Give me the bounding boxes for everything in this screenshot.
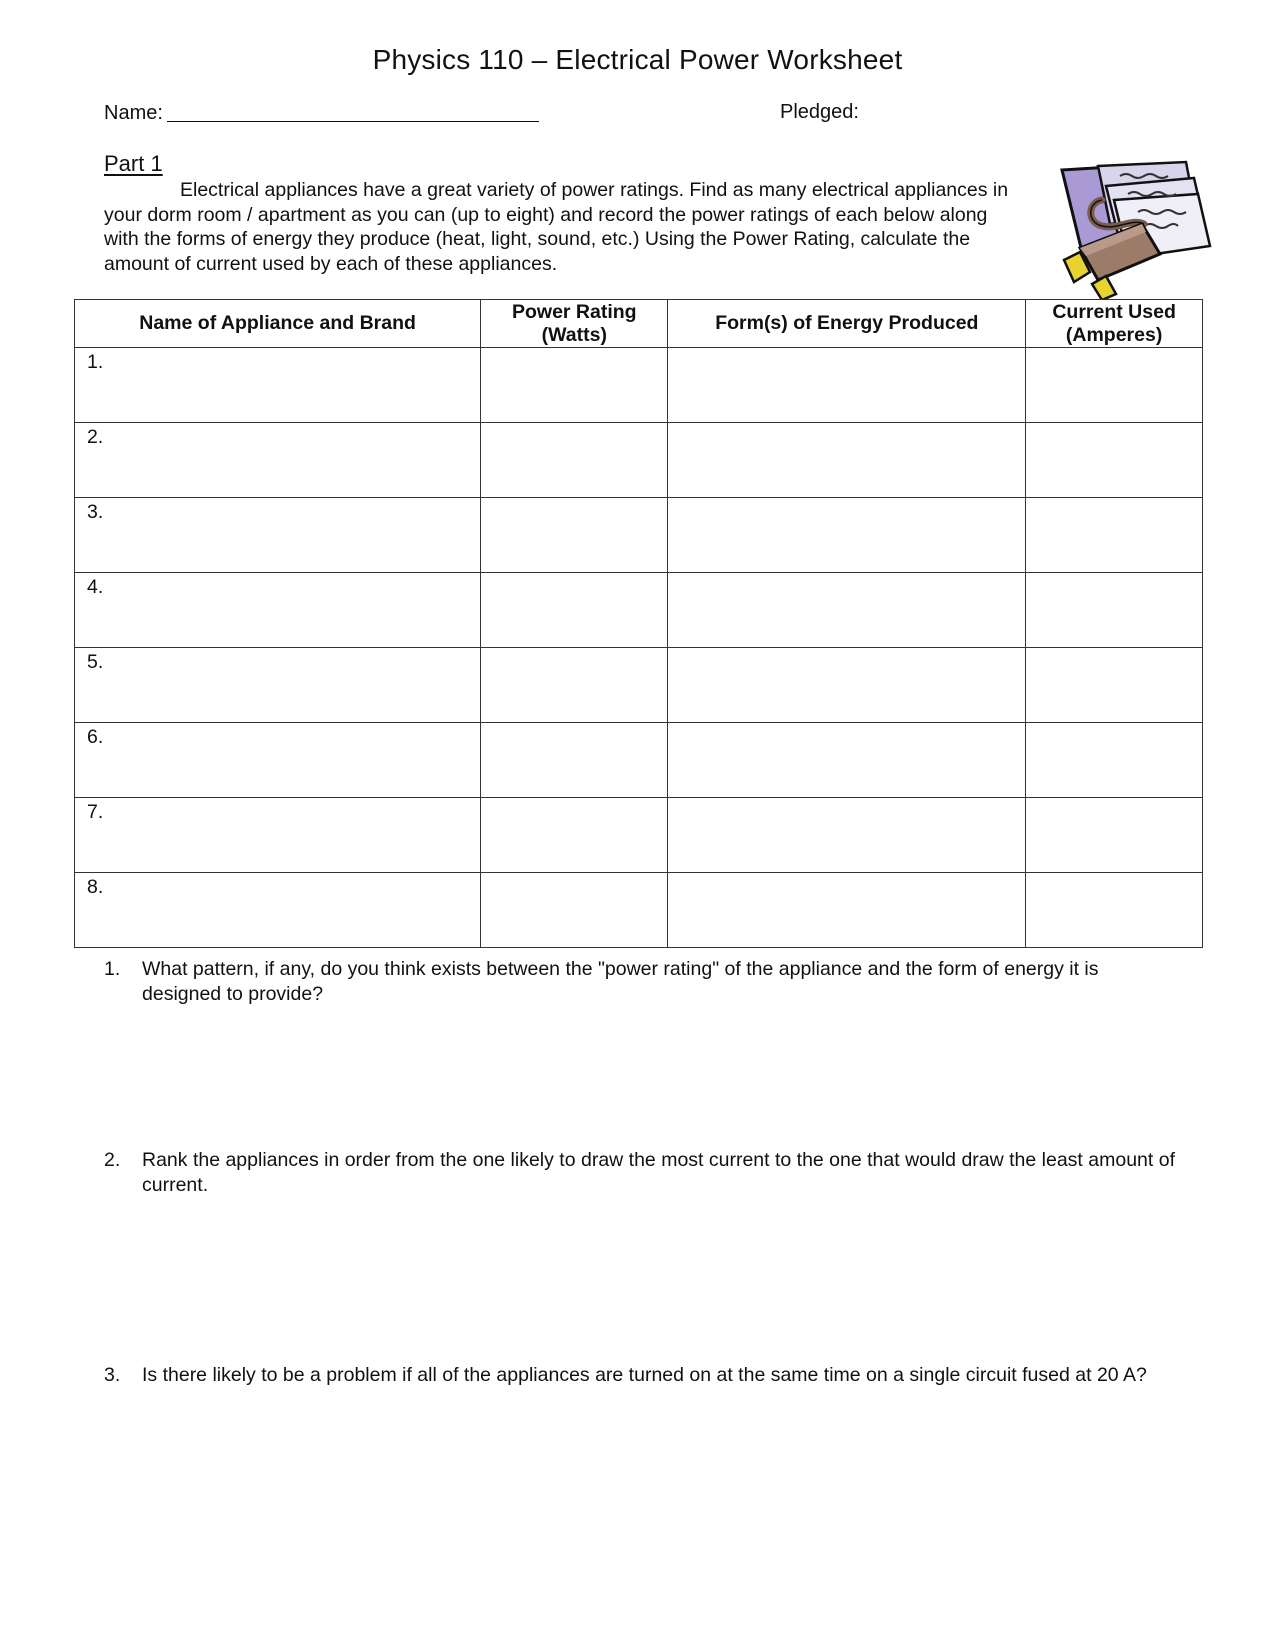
- appliance-cell[interactable]: 4.: [75, 573, 481, 648]
- clipart-prong: [1092, 276, 1116, 300]
- column-header-current: Current Used (Amperes): [1026, 300, 1203, 348]
- table-row: [75, 573, 1203, 648]
- power-rating-cell[interactable]: [481, 348, 668, 423]
- question-number: 2.: [104, 1149, 121, 1171]
- power-rating-cell[interactable]: [481, 423, 668, 498]
- column-header-power-rating: Power Rating (Watts): [481, 300, 668, 348]
- appliance-cell[interactable]: 5.: [75, 648, 481, 723]
- question-text: Is there likely to be a problem if all of the appliances are turned on at the same time on a single circuit fused at 20 A?: [142, 1364, 1147, 1386]
- name-label: Name:: [104, 102, 163, 124]
- power-rating-cell[interactable]: [481, 648, 668, 723]
- part-1-instructions: Electrical appliances have a great variety of power ratings. Find as many electrical appliances in your dorm room / apartment as you can (up to eight) and record the power ratings of each below along with the forms of energy they produce (heat, light, sound, etc.) Using the Power Rating, calculate the amount of current used by each of these appliances.: [104, 179, 1009, 275]
- page-title: Physics 110 – Electrical Power Worksheet: [372, 44, 903, 75]
- energy-form-cell[interactable]: [668, 798, 1026, 873]
- current-cell[interactable]: [1026, 648, 1203, 723]
- appliance-cell[interactable]: 6.: [75, 723, 481, 798]
- appliance-table: [74, 299, 1203, 948]
- appliance-cell[interactable]: 3.: [75, 498, 481, 573]
- current-cell[interactable]: [1026, 798, 1203, 873]
- pledged-label: Pledged:: [780, 101, 859, 123]
- appliance-cell[interactable]: 1.: [75, 348, 481, 423]
- current-cell[interactable]: [1026, 498, 1203, 573]
- energy-form-cell[interactable]: [668, 573, 1026, 648]
- power-rating-cell[interactable]: [481, 873, 668, 948]
- power-rating-cell[interactable]: [481, 498, 668, 573]
- column-header-energy-form: Form(s) of Energy Produced: [668, 300, 1026, 348]
- table-row: [75, 648, 1203, 723]
- name-blank-line[interactable]: [167, 101, 539, 122]
- column-header-appliance: Name of Appliance and Brand: [75, 300, 481, 348]
- table-row: [75, 348, 1203, 423]
- energy-form-cell[interactable]: [668, 348, 1026, 423]
- power-rating-cell[interactable]: [481, 798, 668, 873]
- table-row: [75, 723, 1203, 798]
- appliance-cell[interactable]: 7.: [75, 798, 481, 873]
- electrical-plug-document-icon: [1058, 160, 1216, 300]
- power-rating-cell[interactable]: [481, 573, 668, 648]
- appliance-cell[interactable]: 2.: [75, 423, 481, 498]
- energy-form-cell[interactable]: [668, 648, 1026, 723]
- energy-form-cell[interactable]: [668, 498, 1026, 573]
- energy-form-cell[interactable]: [668, 423, 1026, 498]
- table-header-row: [75, 300, 1203, 348]
- name-field[interactable]: [104, 101, 539, 125]
- current-cell[interactable]: [1026, 723, 1203, 798]
- appliance-cell[interactable]: 8.: [75, 873, 481, 948]
- energy-form-cell[interactable]: [668, 873, 1026, 948]
- table-row: [75, 873, 1203, 948]
- question-text: Rank the appliances in order from the one likely to draw the most current to the one that would draw the least amount of current.: [142, 1149, 1175, 1196]
- table-row: [75, 498, 1203, 573]
- power-rating-cell[interactable]: [481, 723, 668, 798]
- current-cell[interactable]: [1026, 873, 1203, 948]
- current-cell[interactable]: [1026, 348, 1203, 423]
- current-cell[interactable]: [1026, 573, 1203, 648]
- energy-form-cell[interactable]: [668, 723, 1026, 798]
- question-number: 1.: [104, 958, 121, 980]
- current-cell[interactable]: [1026, 423, 1203, 498]
- part-1-heading: Part 1: [104, 151, 163, 176]
- question-number: 3.: [104, 1364, 121, 1386]
- table-row: [75, 798, 1203, 873]
- question-text: What pattern, if any, do you think exists between the "power rating" of the appliance and the form of energy it is designed to provide?: [142, 958, 1099, 1005]
- table-row: [75, 423, 1203, 498]
